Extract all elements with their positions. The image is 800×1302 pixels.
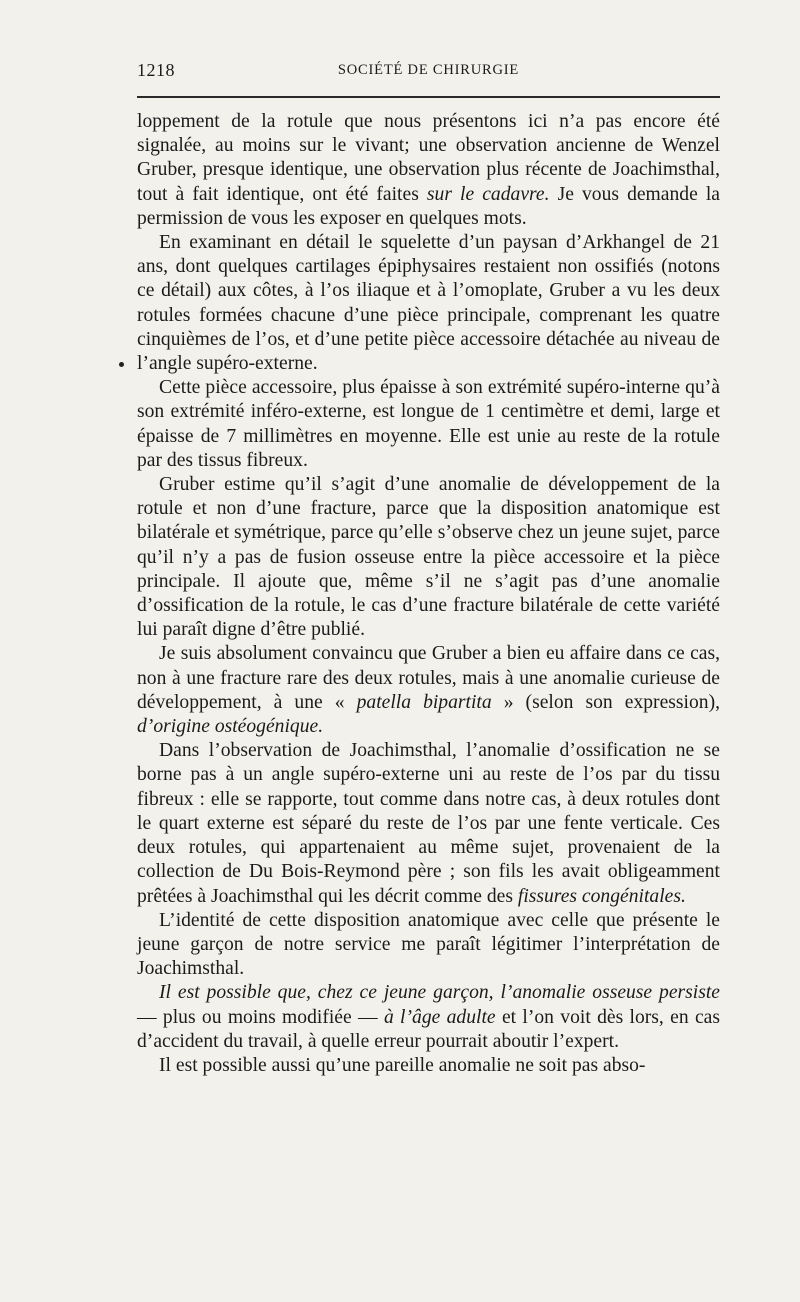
paragraph-5: Je suis absolument convaincu que Gruber a bien eu affaire dans ce cas, non à une fracture rare des deux rotules, mais à une anomalie curieuse de développement, à une « patella bipartita » (selon son expression), d’origine ostéogénique. xyxy=(137,643,720,738)
page-header xyxy=(137,60,720,84)
paragraph-6: Dans l’observation de Joachimsthal, l’anomalie d’ossification ne se borne pas à un angle supéro-externe uni au reste de l’os par du tissu fibreux : elle se rapporte, tout comme dans notre cas, à deux rotules dont le quart externe est séparé du reste de l’os par une fente verticale. Ces deux rotules, qui appartenaient au même sujet, provenaient de la collection de Du Bois-Reymond père ; son fils les avait obligeamment prêtées à Joachimsthal qui les décrit comme des fissures congénitales. xyxy=(137,740,720,907)
running-head: SOCIÉTÉ DE CHIRURGIE xyxy=(337,62,520,78)
italic-phrase: sur le cadavre. xyxy=(426,183,550,205)
paragraph-3: Cette pièce accessoire, plus épaisse à son extrémité supéro-interne qu’à son extrémité inféro-externe, est longue de 1 centimètre et demi, large et épaisse de 7 millimètres en moyenne. Elle est unie au reste de la rotule par des tissus fibreux. xyxy=(137,377,720,471)
header-rule xyxy=(137,96,720,98)
italic-phrase: fissures congénitales. xyxy=(517,885,686,907)
italic-phrase: patella bipartita xyxy=(356,691,492,713)
italic-phrase: d’origine ostéogénique. xyxy=(137,716,324,738)
body-text xyxy=(137,110,720,1078)
paragraph-1: loppement de la rotule que nous présentons ici n’a pas encore été signalée, au moins sur le vivant; une observation ancienne de Wenzel Gruber, presque identique, une observation plus récente de Joachimsthal, tout à fait identique, ont été faites sur le cadavre. Je vous demande la permission de vous les exposer en quelques mots. xyxy=(137,111,720,229)
paragraph-2: En examinant en détail le squelette d’un paysan d’Arkhangel de 21 ans, dont quelques cartilages épiphysaires restaient non ossifiés (notons ce détail) aux côtes, à l’os iliaque et à l’omoplate, Gruber a vu les deux rotules formées chacune d’une pièce principale, comprenant les quatre cinquièmes de l’os, et d’une petite pièce accessoire détachée au niveau de l’angle supéro-externe. xyxy=(137,232,720,375)
paragraph-9: Il est possible aussi qu’une pareille anomalie ne soit pas abso- xyxy=(159,1054,646,1076)
paragraph-4: Gruber estime qu’il s’agit d’une anomalie de développement de la rotule et non d’une fracture, parce que la disposition anatomique est bilatérale et symétrique, parce qu’elle s’observe chez un jeune sujet, parce qu’il n’y a pas de fusion osseuse entre la pièce accessoire et la pièce principale. Il ajoute que, même s’il ne s’agit pas d’une anomalie d’ossification de la rotule, le cas d’une fracture bilatérale de cette variété lui paraît digne d’être publié. xyxy=(137,474,720,641)
margin-mark xyxy=(119,362,124,367)
italic-phrase: à l’âge adulte xyxy=(383,1006,496,1028)
page-number: 1218 xyxy=(137,60,175,80)
paragraph-7: L’identité de cette disposition anatomique avec celle que présente le jeune garçon de notre service me paraît légitimer l’interprétation de Joachimsthal. xyxy=(137,909,720,980)
paragraph-8: Il est possible que, chez ce jeune garçon, l’anomalie osseuse persiste — plus ou moins modifiée — à l’âge adulte et l’on voit dès lors, en cas d’accident du travail, à quelle erreur pourrait aboutir l’expert. xyxy=(137,982,720,1052)
italic-phrase: Il est possible que, chez ce jeune garçon, l’anomalie osseuse persiste xyxy=(159,982,720,1004)
